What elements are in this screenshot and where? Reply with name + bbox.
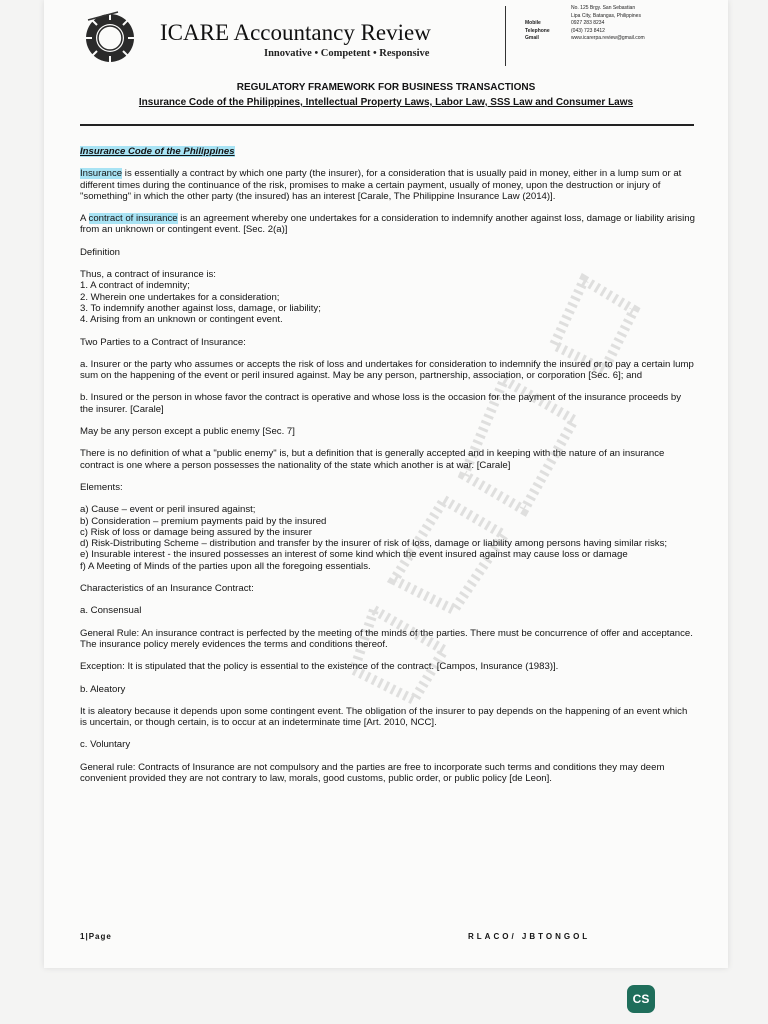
header-divider — [505, 6, 506, 66]
paragraph-insurance: Insurance is essentially a contract by which one party (the insurer), for a consideration that is usually paid in money, either in a lump sum or at different times during the continuance of the risk, promises to make a certain payment, usually of money, upon the destruction or injury of "something" in which the other party (the insured) has an interest [Carale, The Philippine Insurance Law (2014)]. — [80, 168, 682, 202]
title-rule — [80, 124, 694, 126]
party-insured: b. Insured or the person in whose favor the contract is operative and whose loss is the occasion for the payment of the insurance proceeds by the insurer. [Carale] — [80, 392, 682, 415]
consensual-exception: Exception: It is stipulated that the policy is essential to the existence of the contract. [Campos, Insurance (1983)]. — [80, 661, 559, 673]
document-page — [44, 0, 728, 968]
term-insurance: Insurance — [80, 168, 123, 180]
elements-list — [80, 504, 696, 572]
camscanner-badge-icon: CS — [627, 985, 655, 1013]
list-item: f) A Meeting of Minds of the parties upon all the foregoing essentials. — [80, 560, 371, 572]
document-title: REGULATORY FRAMEWORK FOR BUSINESS TRANSACTIONS — [236, 82, 536, 93]
contact-row: Gmail www.icarerpa.review@gmail.com — [525, 35, 645, 42]
aleatory-text: It is aleatory because it depends upon some contingent event. The obligation of the insurer to pay depends on the happening of an event which is uncertain, or though certain, is to occur at an indeterminate time [Art. 2010, NCC]. — [80, 705, 688, 729]
aleatory-heading: b. Aleatory — [80, 683, 126, 695]
org-name: ICARE Accountancy Review — [160, 20, 431, 45]
voluntary-text: General rule: Contracts of Insurance are not compulsory and the parties are free to incorporate such terms and conditions they may deem convenient provided they are not contrary to law, morals, good customs, public order, or public policy [de Leon]. — [80, 761, 665, 784]
party-insured-note: May be any person except a public enemy [Sec. 7] — [80, 426, 295, 438]
list-item: 3. To indemnify another against loss, damage, or liability; — [80, 302, 321, 314]
definition-intro: Thus, a contract of insurance is: — [80, 269, 216, 281]
definition-list — [80, 280, 696, 325]
consensual-rule: General Rule: An insurance contract is perfected by the meeting of the minds of the parties. There must be concurrence of offer and acceptance. The insurance policy merely evidences the terms and conditions thereof. — [80, 627, 693, 650]
voluntary-heading: c. Voluntary — [80, 739, 131, 751]
list-item: 4. Arising from an unknown or contingent event. — [80, 314, 283, 326]
list-item: 2. Wherein one undertakes for a consideration; — [80, 291, 280, 303]
public-enemy-paragraph: There is no definition of what a "public enemy" is, but a definition that is generally accepted and in keeping with the nature of an insurance contract is one where a person possesses the nationality of the state which another is at war. [Carale] — [80, 448, 665, 471]
definition-heading: Definition — [80, 246, 120, 258]
list-item: a) Cause – event or peril insured against; — [80, 504, 256, 516]
list-item: d) Risk-Distributing Scheme – distribution and transfer by the insurer of risk of loss, damage or liability among persons having similar risks; — [80, 538, 668, 550]
parties-heading: Two Parties to a Contract of Insurance: — [80, 336, 246, 348]
contact-row: Mobile 0927 283 8234 — [525, 20, 605, 27]
footer-author: RLACO/ JBTONGOL — [468, 932, 591, 941]
document-body — [80, 146, 696, 795]
consensual-heading: a. Consensual — [80, 605, 142, 617]
section-heading: Insurance Code of the Philippines — [80, 146, 235, 157]
contact-row: No. 125 Brgy. San Sebastian — [571, 5, 636, 11]
org-tagline: Innovative • Competent • Responsive — [264, 48, 430, 59]
document-subtitle: Insurance Code of the Philippines, Intellectual Property Laws, Labor Law, SSS Law and Consumer Laws — [138, 97, 634, 108]
list-item: b) Consideration – premium payments paid by the insured — [80, 515, 327, 527]
paragraph-contract: A contract of insurance is an agreement whereby one undertakes for a consideration to indemnify another against loss, damage or liability arising from an unknown or contingent event. [Sec. 2(a)] — [80, 213, 695, 236]
list-item: 1. A contract of indemnity; — [80, 280, 190, 292]
contact-row: Telephone (043) 723 8412 — [525, 27, 605, 34]
party-insurer: a. Insurer or the party who assumes or accepts the risk of loss and undertakes for consideration to indemnify the insured or to pay a certain lump sum on the happening of the event or peril insured against. May be any person, partnership, association, or corporation [Sec. 6]; and — [80, 358, 694, 382]
characteristics-heading: Characteristics of an Insurance Contract: — [80, 583, 254, 595]
elements-heading: Elements: — [80, 481, 123, 493]
contact-block — [525, 5, 725, 43]
list-item: c) Risk of loss or damage being assured by the insurer — [80, 526, 312, 538]
contact-row: Lipa City, Batangas, Philippines — [571, 12, 641, 19]
term-contract-of-insurance: contract of insurance — [88, 213, 178, 225]
list-item: e) Insurable interest - the insured possesses an interest of some kind which the event insured against may cause loss or damage — [80, 549, 628, 561]
page-number: 1|Page — [80, 932, 112, 941]
icare-logo-icon — [82, 10, 138, 66]
